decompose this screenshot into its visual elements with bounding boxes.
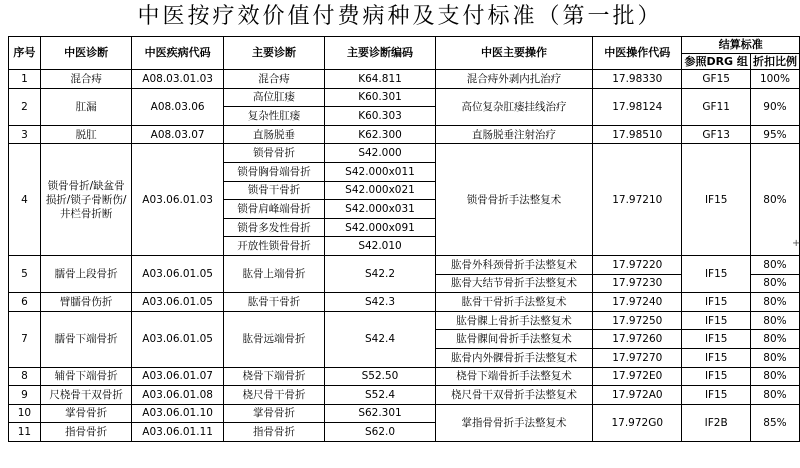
row-main-diagnosis: 锁骨多发性骨折: [223, 218, 324, 237]
row-tcm-diagnosis: 脱肛: [40, 125, 132, 144]
row-operation: 锁骨骨折手法整复术: [435, 144, 592, 256]
row-operation-code: 17.972G0: [593, 404, 682, 441]
row-main-diagnosis: 肱骨干骨折: [223, 293, 324, 312]
row-main-diagnosis: 锁骨胸骨端骨折: [223, 162, 324, 181]
header-operation-code: 中医操作代码: [593, 37, 682, 70]
row-operation: 肱骨大结节骨折手法整复术: [435, 274, 592, 293]
row-operation: 直肠脱垂注射治疗: [435, 125, 592, 144]
row-main-diagnosis-code: S42.000x091: [325, 218, 436, 237]
row-drg: IF15: [682, 367, 750, 386]
row-operation-code: 17.98510: [593, 125, 682, 144]
row-main-diagnosis: 开放性锁骨骨折: [223, 237, 324, 256]
row-tcm-code: A08.03.07: [132, 125, 223, 144]
row-tcm-code: A03.06.01.05: [132, 311, 223, 367]
row-operation-code: 17.97220: [593, 255, 682, 274]
row-operation-code: 17.98124: [593, 88, 682, 125]
table-row: [9, 125, 800, 144]
row-main-diagnosis-code: S42.000x031: [325, 200, 436, 219]
row-tcm-code: A03.06.01.08: [132, 386, 223, 405]
row-discount: 80%: [750, 293, 799, 312]
row-drg: GF13: [682, 125, 750, 144]
header-main-diagnosis: 主要诊断: [223, 37, 324, 70]
header-tcm-code: 中医疾病代码: [132, 37, 223, 70]
row-main-diagnosis: 高位肛瘘: [223, 88, 324, 107]
row-operation-code: 17.97260: [593, 330, 682, 349]
row-operation: 桡骨下端骨折手法整复术: [435, 367, 592, 386]
header-main-diagnosis-code: 主要诊断编码: [325, 37, 436, 70]
row-tcm-code: A03.06.01.07: [132, 367, 223, 386]
row-operation-code: 17.98330: [593, 70, 682, 89]
table-row: [9, 404, 800, 423]
table-row: [9, 386, 800, 405]
row-seq: 3: [9, 125, 41, 144]
row-main-diagnosis-code: S42.000: [325, 144, 436, 163]
row-main-diagnosis: 桡骨下端骨折: [223, 367, 324, 386]
row-main-diagnosis: 复杂性肛瘘: [223, 107, 324, 126]
row-drg: IF15: [682, 330, 750, 349]
row-drg: IF2B: [682, 404, 750, 441]
row-main-diagnosis-code: S42.2: [325, 255, 436, 292]
row-tcm-diagnosis: 肛漏: [40, 88, 132, 125]
header-discount: 折扣比例: [750, 54, 799, 70]
row-discount: 80%: [750, 386, 799, 405]
row-discount: 80%: [750, 144, 799, 256]
row-main-diagnosis: 指骨骨折: [223, 423, 324, 442]
row-seq: 6: [9, 293, 41, 312]
row-operation-code: 17.972E0: [593, 367, 682, 386]
row-tcm-code: A03.06.01.11: [132, 423, 223, 442]
row-operation: 肱骨内外髁骨折手法整复术: [435, 348, 592, 367]
header-seq: 序号: [9, 37, 41, 70]
row-seq: 5: [9, 255, 41, 292]
row-drg: IF15: [682, 348, 750, 367]
row-main-diagnosis-code: K64.811: [325, 70, 436, 89]
row-tcm-diagnosis: 混合痔: [40, 70, 132, 89]
row-seq: 9: [9, 386, 41, 405]
table-row: [9, 70, 800, 89]
row-main-diagnosis-code: S52.4: [325, 386, 436, 405]
row-operation-code: 17.972A0: [593, 386, 682, 405]
row-operation: 桡尺骨干双骨折手法整复术: [435, 386, 592, 405]
row-tcm-code: A08.03.01.03: [132, 70, 223, 89]
table-row: [9, 255, 800, 274]
row-seq: 4: [9, 144, 41, 256]
row-discount: 95%: [750, 125, 799, 144]
row-operation: 混合痔外剥内扎治疗: [435, 70, 592, 89]
row-main-diagnosis-code: K60.301: [325, 88, 436, 107]
header-tcm-diagnosis: 中医诊断: [40, 37, 132, 70]
row-main-diagnosis-code: S52.50: [325, 367, 436, 386]
row-main-diagnosis-code: S62.0: [325, 423, 436, 442]
row-main-diagnosis-code: S42.4: [325, 311, 436, 367]
row-main-diagnosis: 锁骨骨折: [223, 144, 324, 163]
row-tcm-code: A08.03.06: [132, 88, 223, 125]
row-main-diagnosis-code: S42.000x021: [325, 181, 436, 200]
row-discount: 80%: [750, 274, 799, 293]
row-operation: 掌指骨骨折手法整复术: [435, 404, 592, 441]
row-operation: 肱骨髁上骨折手法整复术: [435, 311, 592, 330]
row-main-diagnosis-code: K62.300: [325, 125, 436, 144]
row-drg: IF15: [682, 293, 750, 312]
row-discount: 90%: [750, 88, 799, 125]
row-discount: 80%: [750, 348, 799, 367]
row-operation: 高位复杂肛瘘挂线治疗: [435, 88, 592, 125]
row-drg: GF11: [682, 88, 750, 125]
row-main-diagnosis: 肱骨远端骨折: [223, 311, 324, 367]
row-tcm-code: A03.06.01.03: [132, 144, 223, 256]
page-title: 中医按疗效价值付费病种及支付标准（第一批）: [137, 4, 663, 29]
row-main-diagnosis-code: S62.301: [325, 404, 436, 423]
row-main-diagnosis-code: S42.010: [325, 237, 436, 256]
row-discount: 80%: [750, 311, 799, 330]
row-main-diagnosis-code: K60.303: [325, 107, 436, 126]
header-drg: 参照DRG 组: [682, 54, 750, 70]
row-drg: IF15: [682, 311, 750, 330]
row-drg: GF15: [682, 70, 750, 89]
row-seq: 8: [9, 367, 41, 386]
row-tcm-code: A03.06.01.05: [132, 255, 223, 292]
row-main-diagnosis: 锁骨干骨折: [223, 181, 324, 200]
payment-standard-table: [8, 36, 800, 442]
table-row: [9, 88, 800, 107]
row-main-diagnosis: 混合痔: [223, 70, 324, 89]
row-tcm-code: A03.06.01.10: [132, 404, 223, 423]
row-seq: 7: [9, 311, 41, 367]
row-tcm-code: A03.06.01.05: [132, 293, 223, 312]
row-main-diagnosis: 锁骨肩峰端骨折: [223, 200, 324, 219]
table-row: [9, 144, 800, 163]
row-discount: 80%: [750, 367, 799, 386]
row-drg: IF15: [682, 255, 750, 292]
row-operation-code: 17.97240: [593, 293, 682, 312]
row-main-diagnosis-code: S42.3: [325, 293, 436, 312]
row-operation: 肱骨外科颈骨折手法整复术: [435, 255, 592, 274]
side-marker: +: [792, 238, 800, 249]
row-tcm-diagnosis: 锁骨骨折/缺盆骨损折/锁子骨断伤/井栏骨折断: [40, 144, 132, 256]
row-drg: IF15: [682, 144, 750, 256]
row-operation: 肱骨干骨折手法整复术: [435, 293, 592, 312]
row-seq: 1: [9, 70, 41, 89]
row-seq: 2: [9, 88, 41, 125]
row-main-diagnosis: 掌骨骨折: [223, 404, 324, 423]
row-seq: 10: [9, 404, 41, 423]
row-operation: 肱骨髁间骨折手法整复术: [435, 330, 592, 349]
row-tcm-diagnosis: 臂臑骨伤折: [40, 293, 132, 312]
row-discount: 100%: [750, 70, 799, 89]
row-main-diagnosis: 直肠脱垂: [223, 125, 324, 144]
row-seq: 11: [9, 423, 41, 442]
row-operation-code: 17.97230: [593, 274, 682, 293]
row-tcm-diagnosis: 尺桡骨干双骨折: [40, 386, 132, 405]
row-main-diagnosis-code: S42.000x011: [325, 162, 436, 181]
row-main-diagnosis: 桡尺骨干骨折: [223, 386, 324, 405]
table-row: [9, 293, 800, 312]
row-tcm-diagnosis: 指骨骨折: [40, 423, 132, 442]
row-drg: IF15: [682, 386, 750, 405]
header-settlement: 结算标准: [682, 37, 800, 54]
row-discount: 85%: [750, 404, 799, 441]
row-tcm-diagnosis: 臑骨下端骨折: [40, 311, 132, 367]
row-operation-code: 17.97210: [593, 144, 682, 256]
row-tcm-diagnosis: 辅骨下端骨折: [40, 367, 132, 386]
row-discount: 80%: [750, 255, 799, 274]
row-discount: 80%: [750, 330, 799, 349]
row-operation-code: 17.97270: [593, 348, 682, 367]
row-operation-code: 17.97250: [593, 311, 682, 330]
row-tcm-diagnosis: 臑骨上段骨折: [40, 255, 132, 292]
row-main-diagnosis: 肱骨上端骨折: [223, 255, 324, 292]
row-tcm-diagnosis: 掌骨骨折: [40, 404, 132, 423]
table-row: [9, 311, 800, 330]
header-tcm-operation: 中医主要操作: [435, 37, 592, 70]
table-row: [9, 367, 800, 386]
